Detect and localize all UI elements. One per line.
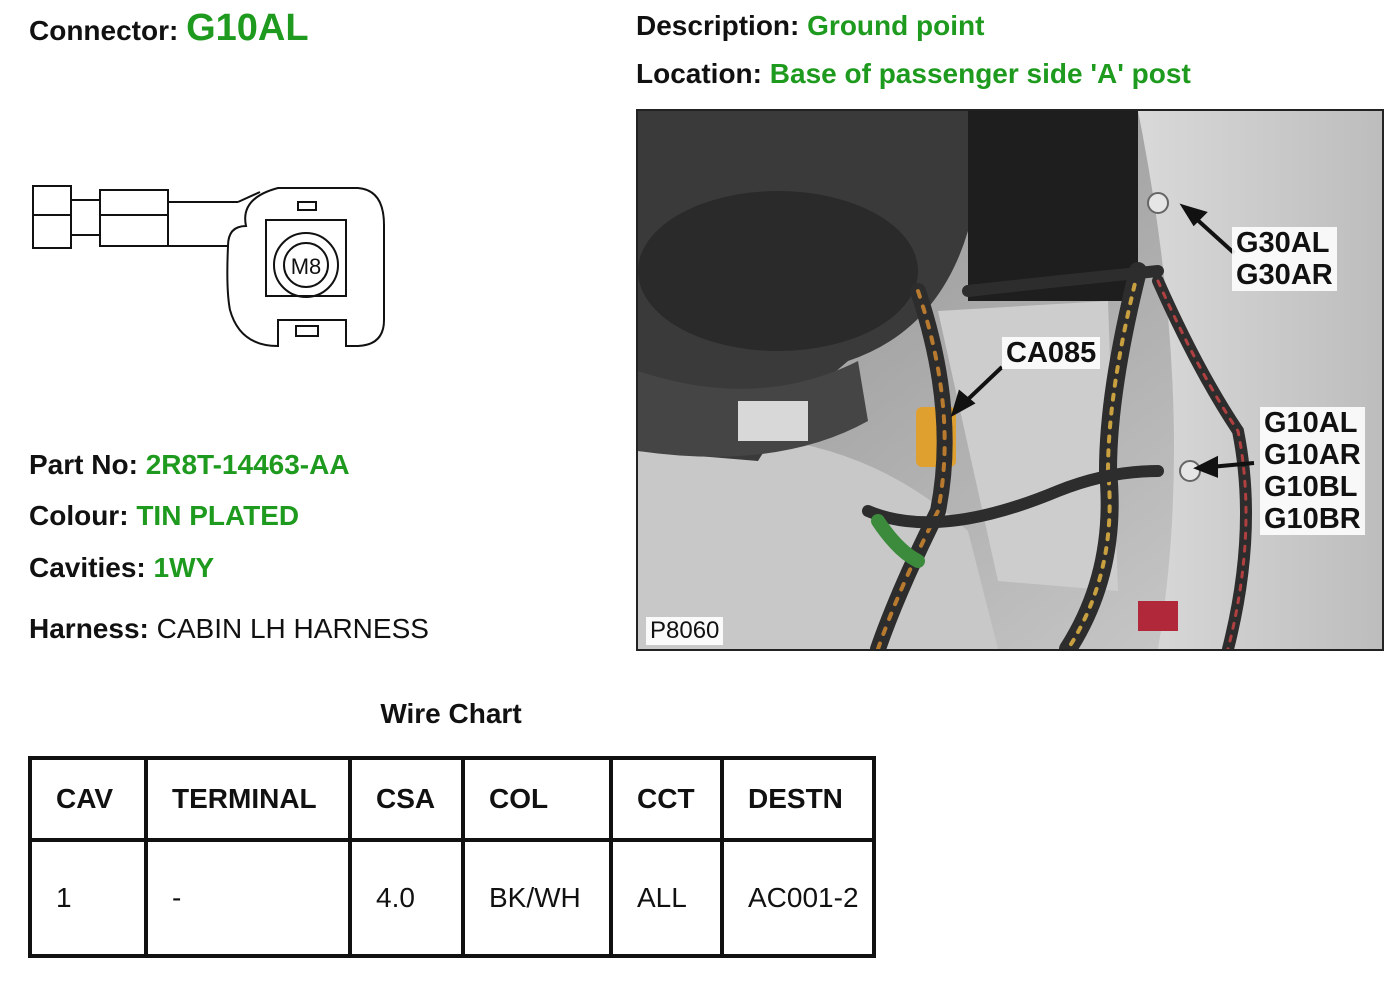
header-col: COL: [463, 758, 611, 840]
callout-g30: [1232, 227, 1337, 291]
callout-g30-line-1: G30AL: [1236, 227, 1330, 259]
connector-field: [29, 6, 309, 53]
callout-ca085-line-1: CA085: [1006, 337, 1097, 369]
location-label: Location:: [636, 58, 762, 89]
location-field: [636, 56, 1191, 92]
cell-cct: ALL: [611, 840, 722, 956]
callout-ca085: [1002, 337, 1100, 369]
harness-field: [29, 611, 429, 647]
callout-g10-line-2: G10AR: [1264, 439, 1361, 471]
wire-chart-table: [28, 756, 876, 958]
cell-cav: 1: [30, 840, 146, 956]
crimp-barrel: [100, 190, 168, 246]
terminal-stub-left: [33, 186, 71, 248]
cell-csa: 4.0: [350, 840, 463, 956]
callout-g10: [1260, 407, 1365, 535]
connector-value: G10AL: [186, 7, 309, 49]
wire-chart-title: Wire Chart: [380, 698, 522, 729]
header-cct: CCT: [611, 758, 722, 840]
table-header-row: [30, 758, 874, 840]
description-value: Ground point: [807, 10, 985, 41]
callout-g10-line-4: G10BR: [1264, 503, 1361, 535]
header-cav: CAV: [30, 758, 146, 840]
location-value: Base of passenger side 'A' post: [769, 58, 1191, 89]
part-number-field: [29, 447, 350, 483]
cavities-field: [29, 550, 214, 586]
table-row: [30, 840, 874, 956]
stud-size-label: M8: [290, 254, 322, 279]
colour-field: [29, 498, 299, 534]
callout-g10-line-1: G10AL: [1264, 407, 1358, 439]
header-terminal: TERMINAL: [146, 758, 350, 840]
cavities-label: Cavities:: [29, 552, 146, 583]
part-number-label: Part No:: [29, 449, 138, 480]
callout-g10-line-3: G10BL: [1264, 471, 1358, 503]
cell-terminal: -: [146, 840, 350, 956]
colour-value: TIN PLATED: [136, 500, 300, 531]
harness-value: CABIN LH HARNESS: [156, 613, 429, 644]
photo-illustration: [638, 111, 1382, 649]
cell-destn: AC001-2: [722, 840, 874, 956]
description-field: [636, 8, 984, 44]
cavities-value: 1WY: [153, 552, 215, 583]
cell-col: BK/WH: [463, 840, 611, 956]
header-csa: CSA: [350, 758, 463, 840]
part-number-value: 2R8T-14463-AA: [145, 449, 350, 480]
connector-diagram: [28, 180, 390, 356]
description-label: Description:: [636, 10, 800, 41]
colour-label: Colour:: [29, 500, 129, 531]
callout-g30-line-2: G30AR: [1236, 259, 1333, 291]
harness-label: Harness:: [29, 613, 149, 644]
connector-label: Connector:: [29, 15, 179, 46]
photo-code: P8060: [646, 617, 723, 645]
header-destn: DESTN: [722, 758, 874, 840]
location-photo: [636, 109, 1384, 651]
